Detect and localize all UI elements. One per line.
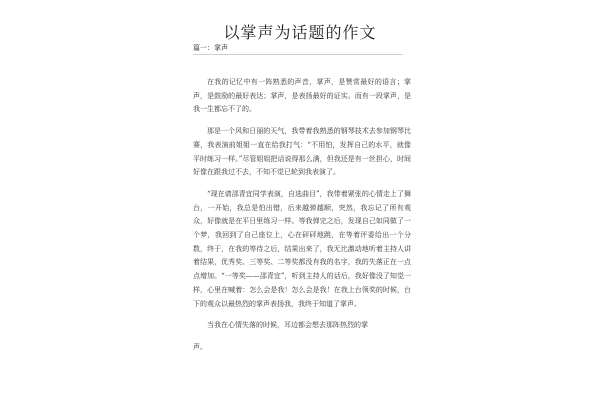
paragraph-tail: 声。 xyxy=(193,342,207,351)
heading-divider xyxy=(193,54,403,55)
paragraph-2: 那是一个风和日丽的天气，我带着我熟悉的钢琴技术去参加钢琴比赛，我表演前姐姐一直在给我打气：“不用怕，发挥自己的水平，就像平时练习一样。”尽管姐姐把话说得那么满，但我还是有一丝担心，时间好像在跟我过不去，不知不觉已轮到我表演了。 xyxy=(193,127,411,177)
paragraph-3: “现在请邵青宜同学表演，自选曲目”，我带着紧张的心情走上了舞台，一开始，我总是怕出错，后来越弹越顺，突然，我忘记了所有观众，好像就是在平日里练习一样。等我弹完之后，发现自己如同做了一个梦，我回到了自己座位上，心在砰砰地跳，在等着评委给出一个分数，终于，在我的等待之后，结果出来了，我无比激动地听着主持人讲着结果，优秀奖、三等奖、二等奖都没有我的名字，我的失落正在一点点增加。“一等奖——邵青宜”，听到主持人的话后，我好像没了知觉一样，心里在喊着：怎么会是我！怎么会是我！在我上台领奖的时候，台下的观众以最热烈的掌声表扬我，我终于知道了掌声。 xyxy=(193,189,411,308)
article-body xyxy=(193,76,411,363)
paragraph-4: 当我在心情失落的时候，耳边都会想去那阵热烈的掌 xyxy=(207,321,368,330)
paragraph-1: 在我的记忆中有一阵熟悉的声音，掌声，是赞赏最好的语言；掌声，是鼓励的最好表达；掌声，是表扬最好的证实。而有一段掌声，是我一生都忘不了的。 xyxy=(193,78,411,114)
document-title: 以掌声为话题的作文 xyxy=(223,23,377,42)
section-heading: 篇一：掌声 xyxy=(193,44,228,52)
